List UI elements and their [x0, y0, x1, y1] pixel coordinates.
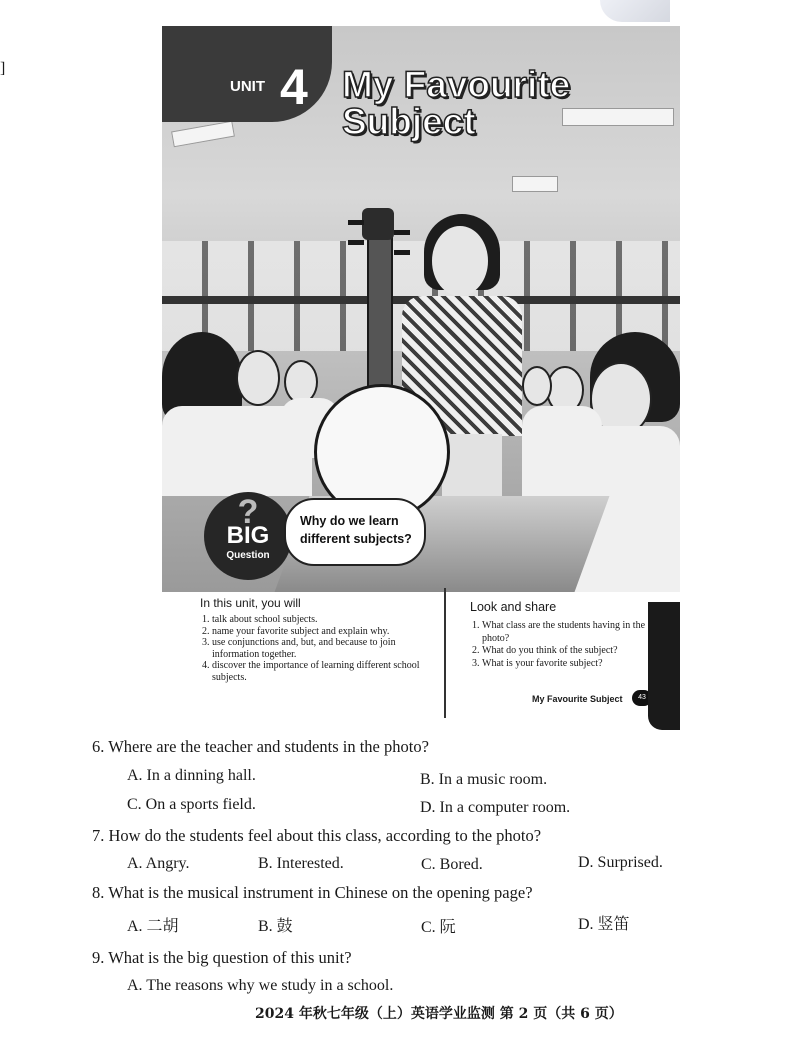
ruan-peg: [348, 220, 364, 225]
big-label: BIG: [226, 522, 270, 549]
list-item: 3. What is your favorite subject?: [482, 658, 660, 671]
ruan-head: [362, 208, 394, 240]
question-6-option-a: A. In a dinning hall.: [127, 767, 256, 784]
paper-tear: [600, 0, 670, 22]
list-item: 1. What class are the students having in the photo?: [482, 620, 660, 645]
question-8-option-d: D. 竖笛: [578, 916, 630, 933]
question-7-option-c: C. Bored.: [421, 856, 483, 873]
ceiling-light: [562, 108, 674, 126]
question-6-stem: 6. Where are the teacher and students in the photo?: [92, 737, 429, 756]
unit-number: 4: [280, 59, 308, 115]
question-9-stem: 9. What is the big question of this unit?: [92, 948, 352, 967]
question-label: Question: [226, 550, 270, 561]
question-8-option-c: C. 阮: [421, 919, 456, 936]
look-and-share-section: [470, 600, 660, 670]
question-7-option-a: A. Angry.: [127, 855, 190, 872]
student-face: [236, 350, 280, 406]
ruan-peg: [348, 240, 364, 245]
edge-mark: ]: [0, 60, 6, 77]
list-item: 1. talk about school subjects.: [212, 614, 430, 626]
unit-title: [342, 66, 570, 140]
ceiling-fan: [171, 121, 235, 148]
look-and-share-list: [470, 620, 660, 670]
list-item: 4. discover the importance of learning different school subjects.: [212, 660, 430, 683]
ruan-peg: [394, 230, 410, 235]
in-this-unit-list: [200, 614, 430, 683]
big-question-badge: [204, 492, 292, 580]
look-and-share-heading: Look and share: [470, 600, 557, 614]
teacher-face: [432, 226, 488, 296]
big-question-text: Why do we learn different subjects?: [300, 514, 412, 546]
question-8-option-a: A. 二胡: [127, 918, 179, 935]
exam-page-footer: 2024 年秋七年级（上）英语学业监测 第 2 页（共 6 页）: [255, 1006, 623, 1022]
question-7-option-d: D. Surprised.: [578, 854, 663, 871]
ceiling-fan: [512, 176, 558, 192]
student-face: [522, 366, 552, 406]
unit-label: UNIT: [230, 78, 265, 95]
question-9-option-a: A. The reasons why we study in a school.: [127, 977, 394, 994]
question-8-stem: 8. What is the musical instrument in Chinese on the opening page?: [92, 883, 533, 902]
question-7-option-b: B. Interested.: [258, 855, 344, 872]
list-item: 2. name your favorite subject and explain why.: [212, 626, 430, 638]
divider: [444, 588, 446, 718]
list-item: 3. use conjunctions and, but, and because to join information together.: [212, 637, 430, 660]
unit-title-line1: My Favourite: [342, 64, 571, 105]
in-this-unit-heading: In this unit, you will: [200, 596, 301, 610]
classroom-photo: [162, 26, 680, 592]
book-footer-label: My Favourite Subject: [532, 694, 623, 704]
in-this-unit-section: [200, 596, 430, 683]
question-6-option-d: D. In a computer room.: [420, 799, 571, 816]
page-edge-strip: [648, 602, 680, 730]
question-8-option-b: B. 鼓: [258, 918, 293, 935]
question-6-option-c: C. On a sports field.: [127, 796, 256, 813]
unit-title-line2: Subject: [342, 101, 476, 142]
textbook-page-photo: [162, 26, 682, 732]
book-page-number: 43: [632, 690, 652, 706]
list-item: 2. What do you think of the subject?: [482, 645, 660, 658]
question-6-option-b: B. In a music room.: [420, 771, 548, 788]
question-mark-icon: ?: [237, 493, 259, 531]
question-7-stem: 7. How do the students feel about this class, according to the photo?: [92, 826, 542, 845]
ruan-neck: [367, 236, 393, 400]
ruan-peg: [394, 250, 410, 255]
big-question-bubble: [284, 498, 426, 566]
